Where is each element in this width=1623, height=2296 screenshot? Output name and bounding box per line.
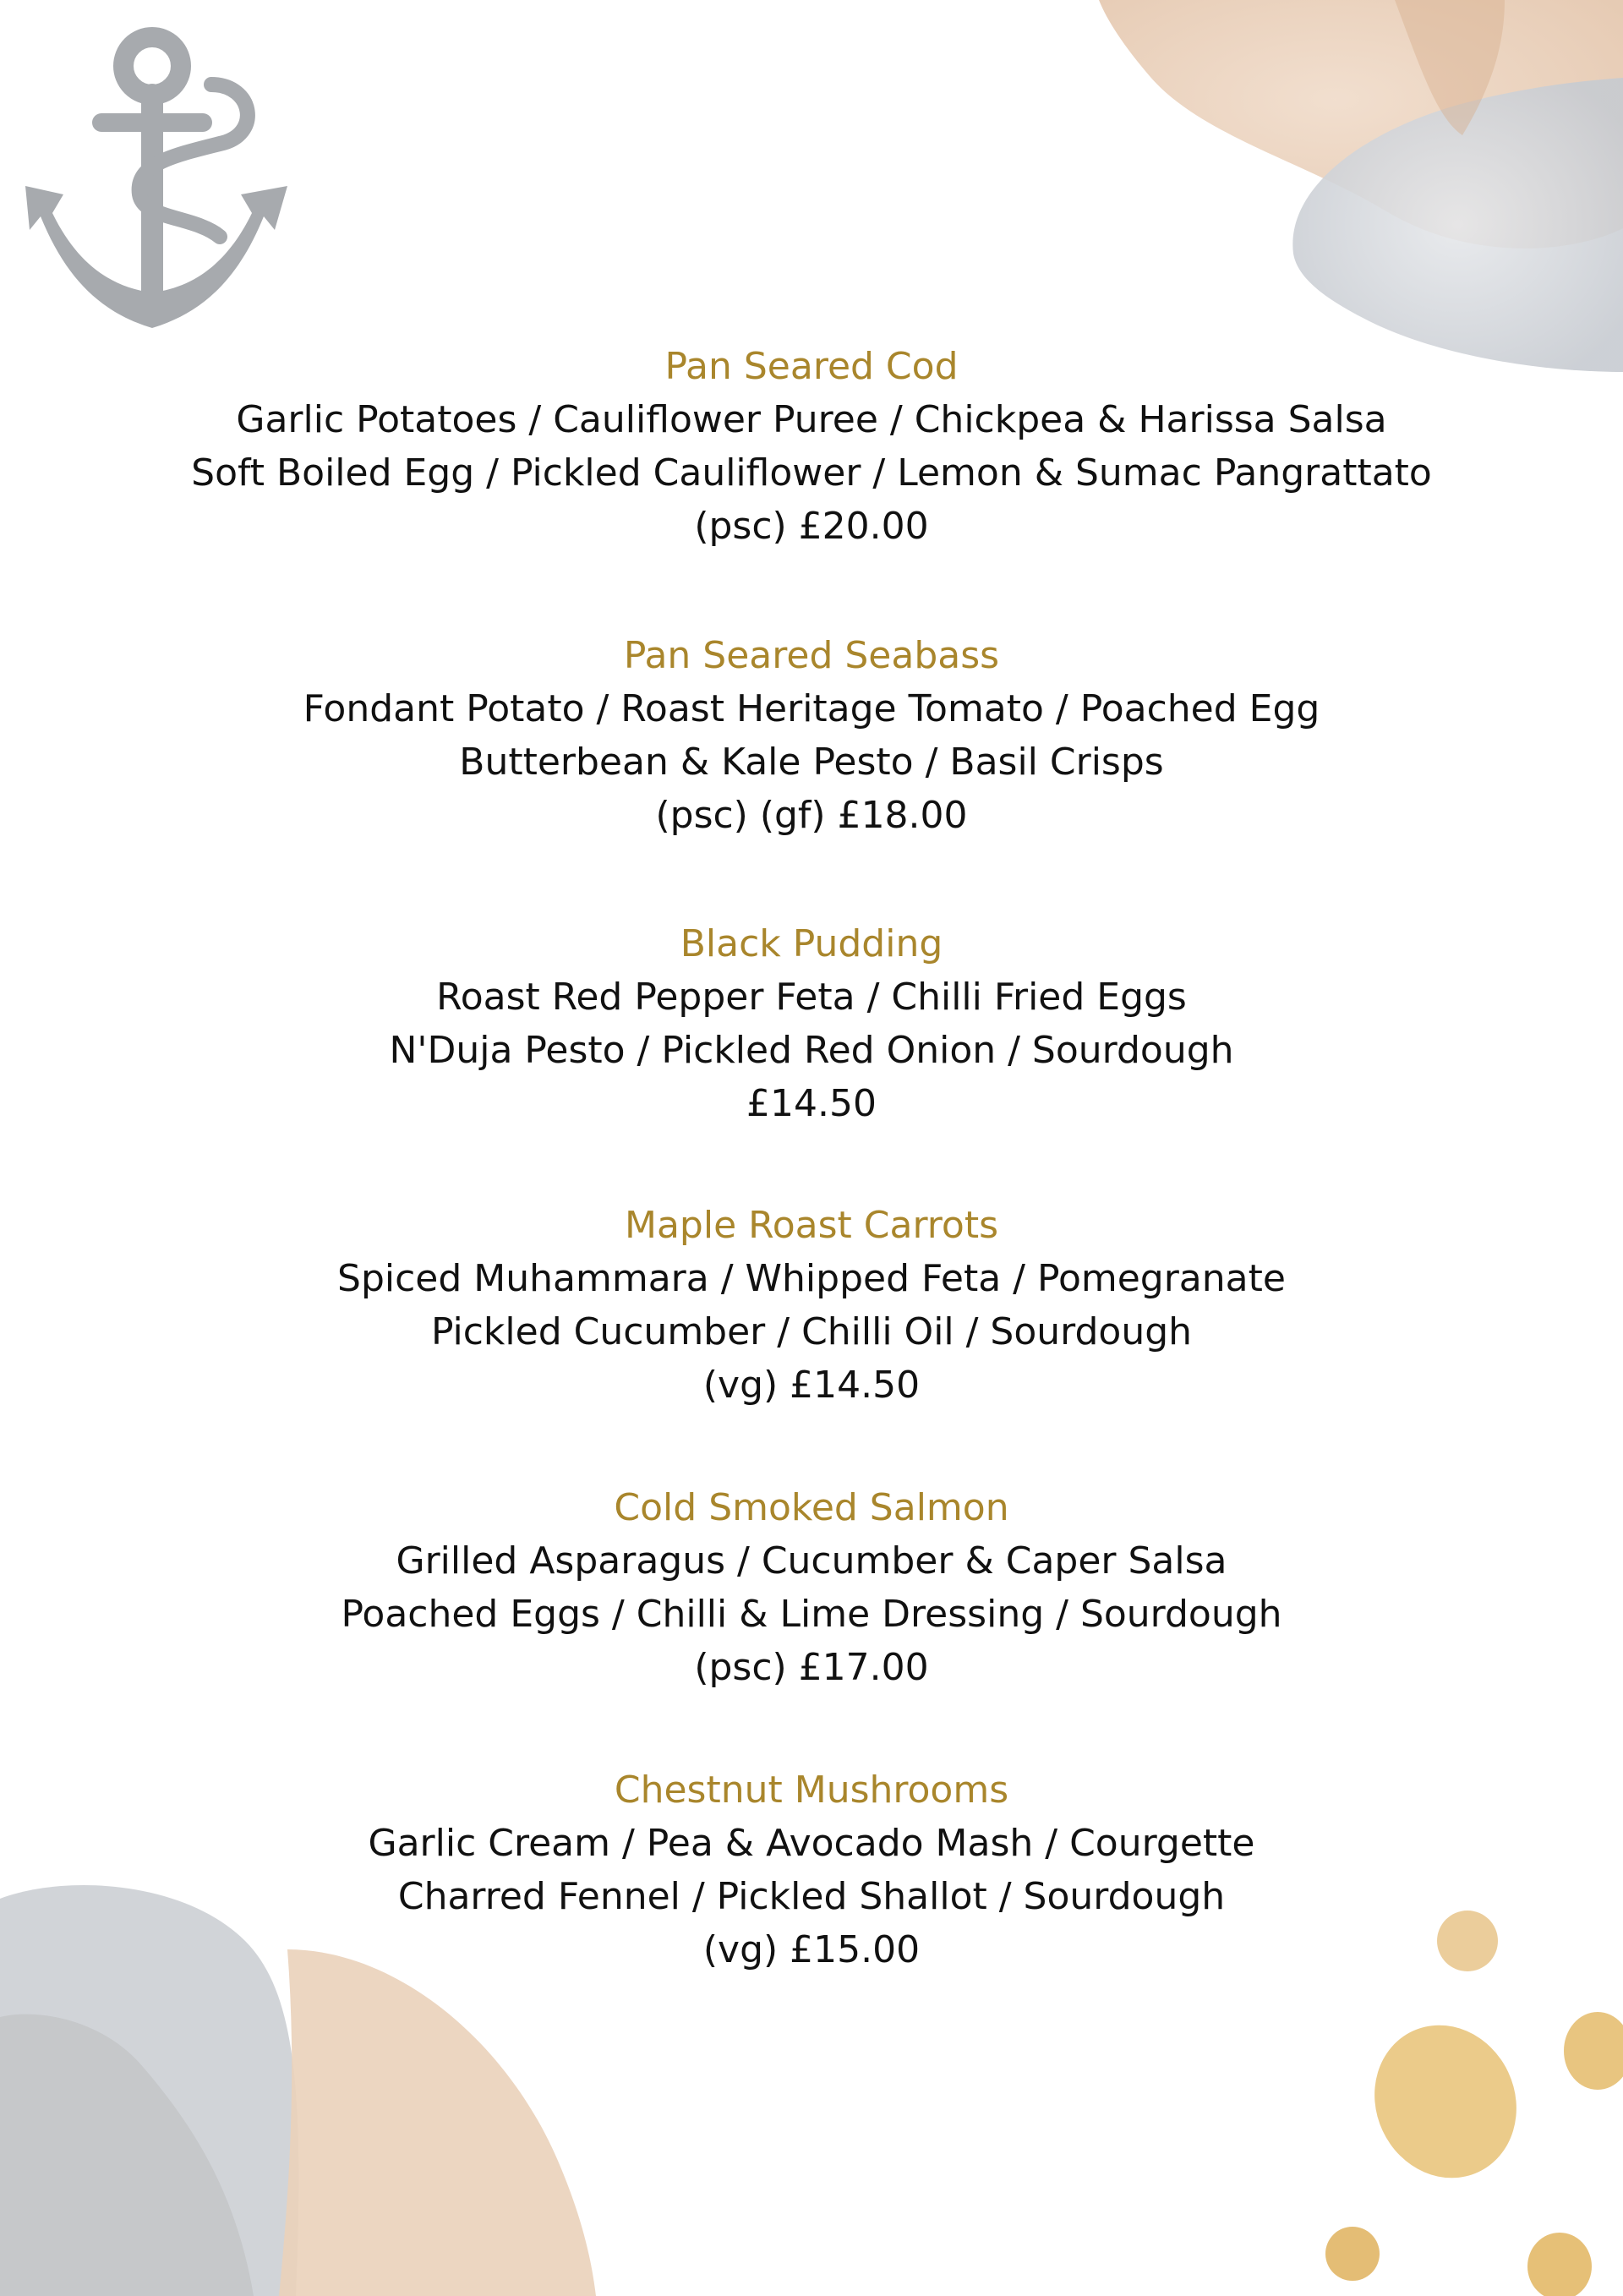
dish-price: (vg) £14.50 [702,1364,921,1407]
dish-description-line: Charred Fennel / Pickled Shallot / Sourdough [397,1875,1226,1918]
dish-description-line: Poached Eggs / Chilli & Lime Dressing / Sourdough [341,1593,1282,1636]
dish-description-line: Roast Red Pepper Feta / Chilli Fried Eggs [436,976,1187,1019]
menu-item [0,1763,1623,1976]
menu-item [0,1481,1623,1694]
dish-description-line: Butterbean & Kale Pesto / Basil Crisps [459,741,1164,784]
dish-description-line: N'Duja Pesto / Pickled Red Onion / Sourdough [389,1029,1234,1072]
dish-description-line: Spiced Muhammara / Whipped Feta / Pomegranate [337,1257,1286,1300]
dish-price: (psc) £17.00 [694,1646,929,1689]
dish-description-line: Pickled Cucumber / Chilli Oil / Sourdough [430,1310,1193,1353]
anchor-icon [17,17,296,338]
menu-item [0,629,1623,842]
dish-title: Pan Seared Seabass [623,634,1000,677]
dish-title: Chestnut Mushrooms [614,1768,1009,1812]
dish-title: Cold Smoked Salmon [614,1486,1009,1529]
dish-title: Black Pudding [680,922,943,965]
dish-description-line: Soft Boiled Egg / Pickled Cauliflower / Lemon & Sumac Pangrattato [191,451,1432,495]
dish-description-line: Grilled Asparagus / Cucumber & Caper Salsa [396,1539,1227,1583]
watercolor-decoration-top-right [1031,0,1623,389]
dish-title: Pan Seared Cod [664,345,959,388]
dish-title: Maple Roast Carrots [625,1204,998,1247]
dish-price: £14.50 [746,1082,877,1125]
menu-item [0,1199,1623,1412]
dish-description-line: Garlic Potatoes / Cauliflower Puree / Chickpea & Harissa Salsa [236,398,1387,441]
menu-item [0,917,1623,1130]
dish-description-line: Fondant Potato / Roast Heritage Tomato / Poached Egg [303,687,1320,730]
dish-price: (psc) (gf) £18.00 [655,794,968,837]
dish-price: (vg) £15.00 [702,1928,921,1971]
dish-price: (psc) £20.00 [694,505,929,548]
dish-description-line: Garlic Cream / Pea & Avocado Mash / Courgette [368,1822,1255,1865]
menu-item [0,340,1623,553]
